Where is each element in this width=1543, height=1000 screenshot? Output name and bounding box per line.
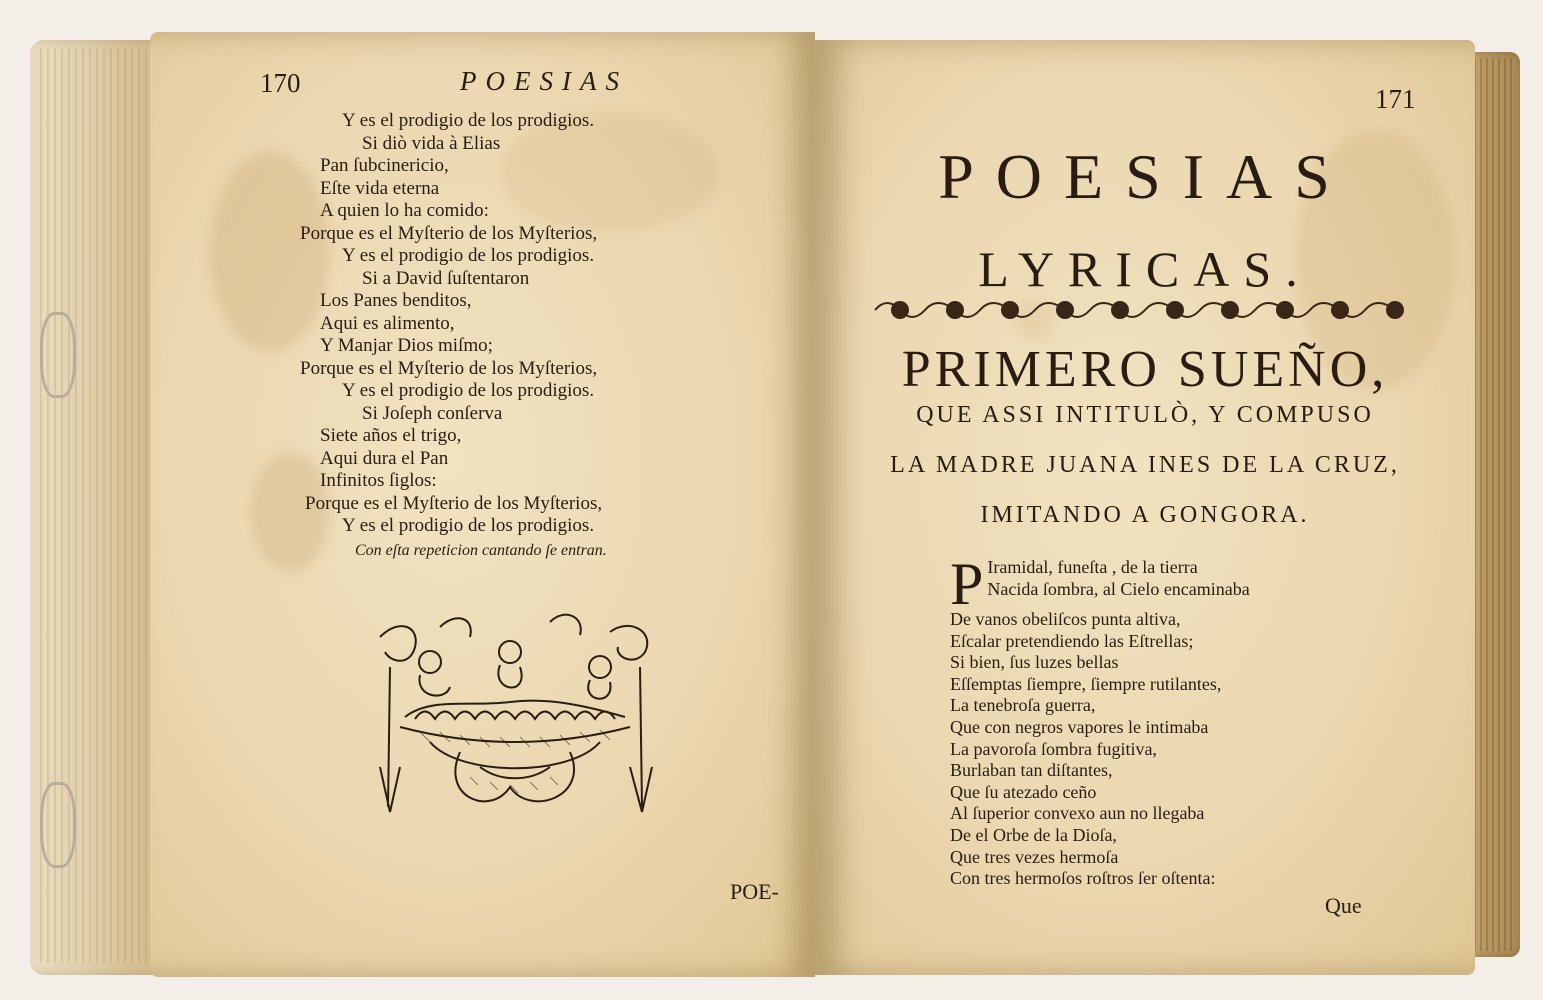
verse-line: Y es el prodigio de los prodigios. xyxy=(342,380,595,401)
verse-line: Porque es el Myſterio de los Myſterios, xyxy=(300,222,598,244)
verse-line: Si a David ſuſtentaron xyxy=(362,267,530,289)
binding-string-upper xyxy=(40,312,76,398)
left-page xyxy=(150,32,815,977)
verse-text xyxy=(300,110,820,562)
verse-line: Los Panes benditos, xyxy=(320,290,472,311)
binding-string-lower xyxy=(40,782,76,868)
poem-line: Que tres vezes hermoſa xyxy=(950,846,1119,867)
woodcut-illustration xyxy=(360,607,670,822)
catchword: POE- xyxy=(730,879,779,904)
verse-line: Porque es el Myſterio de los Myſterios, xyxy=(305,492,603,514)
verse-line: Eſte vida eterna xyxy=(320,177,440,199)
verse-line: Porque es el Myſterio de los Myſterios, xyxy=(300,357,598,379)
verse-line: Y es el prodigio de los prodigios. xyxy=(342,245,595,266)
poem-line: Con tres hermoſos roſtros ſer oſtenta: xyxy=(950,868,1216,889)
poem-line: Nacida ſombra, al Cielo encaminaba xyxy=(987,578,1250,599)
poem-text xyxy=(950,551,1420,890)
poem-line: Que ſu atezado ceño xyxy=(950,781,1097,802)
poem-line: De el Orbe de la Dioſa, xyxy=(950,824,1117,845)
page-number: 170 xyxy=(260,68,301,98)
page-number: 171 xyxy=(1375,84,1416,114)
verse-line: Y es el prodigio de los prodigios. xyxy=(342,110,595,131)
poem-line: Eſcalar pretendiendo las Eſtrellas; xyxy=(950,630,1194,651)
subtitle-line-2: LA MADRE JUANA INES DE LA CRUZ, xyxy=(890,452,1400,478)
title-line-2: LYRICAS. xyxy=(978,241,1312,297)
title-line-1: POESIAS xyxy=(938,141,1352,212)
poem-line: La pavoroſa ſombra fugitiva, xyxy=(950,738,1157,759)
stage-direction: Con eſta repeticion cantando ſe entran. xyxy=(355,541,607,559)
poem-title: PRIMERO SUEÑO, xyxy=(901,341,1389,398)
poem-line: Si bien, ſus luzes bellas xyxy=(950,652,1119,673)
drop-cap: P xyxy=(950,551,984,617)
verse-line: Aqui dura el Pan xyxy=(320,447,449,469)
running-head: POESIAS xyxy=(460,66,628,96)
ornamental-border xyxy=(855,290,1445,330)
subtitle-line-3: IMITANDO A GONGORA. xyxy=(980,502,1310,528)
verse-line: Si Joſeph conſerva xyxy=(362,402,503,424)
subtitle-line-1: QUE ASSI INTITULÒ, Y COMPUSO xyxy=(916,402,1374,428)
poem-line: De vanos obeliſcos punta altiva, xyxy=(950,609,1181,629)
poem-line: Eſſemptas ſiempre, ſiempre rutilantes, xyxy=(950,673,1222,694)
poem-line: Burlaban tan diſtantes, xyxy=(950,760,1113,781)
poem-line: Al ſuperior convexo aun no llegaba xyxy=(950,803,1205,824)
verse-line: Pan ſubcinericio, xyxy=(320,155,449,176)
verse-line: Aqui es alimento, xyxy=(320,312,455,334)
open-book xyxy=(30,22,1520,980)
poem-line: Que con negros vapores le intimaba xyxy=(950,716,1209,737)
catchword: Que xyxy=(1325,893,1362,918)
verse-line: Si diò vida à Elias xyxy=(362,132,501,154)
right-page xyxy=(815,40,1475,975)
verse-line: Y es el prodigio de los prodigios. xyxy=(342,515,595,536)
verse-line: Y Manjar Dios miſmo; xyxy=(320,335,493,356)
poem-line: Iramidal, funeſta , de la tierra xyxy=(987,557,1198,577)
verse-line: Siete años el trigo, xyxy=(320,425,462,446)
poem-line: La tenebroſa guerra, xyxy=(950,695,1096,716)
verse-line: Infinitos ſiglos: xyxy=(320,470,437,491)
verse-line: A quien lo ha comido: xyxy=(320,200,489,221)
